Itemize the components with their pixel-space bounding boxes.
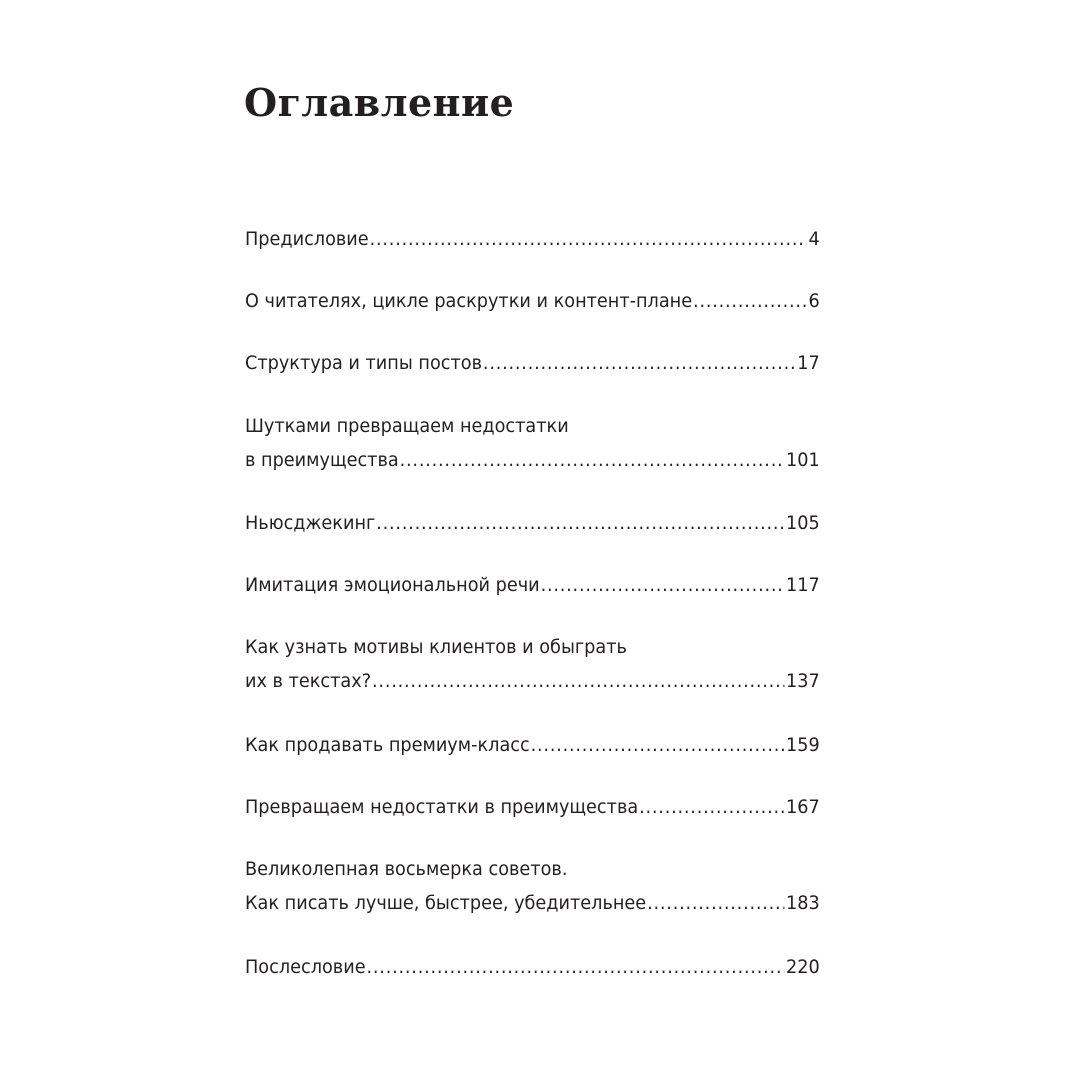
toc-page-number: 101 — [786, 449, 820, 471]
toc-page-number: 4 — [808, 228, 820, 250]
leader-dots — [541, 568, 785, 602]
toc-entry-title-line1: Великолепная восьмерка советов. — [245, 858, 568, 880]
toc-entry-title-line1: Как узнать мотивы клиентов и обыграть — [245, 636, 627, 658]
toc-page-number: 159 — [786, 734, 820, 756]
toc-entry-title: Предисловие — [245, 228, 369, 250]
toc-entry-premium[interactable] — [245, 728, 820, 762]
toc-page-number: 117 — [786, 574, 820, 596]
leader-dots — [693, 284, 807, 318]
toc-entry-afterword[interactable] — [245, 950, 820, 984]
toc-entry-title: Послесловие — [245, 956, 366, 978]
toc-entry-title-line2: в преимущества — [245, 449, 399, 471]
toc-entry-emotional-speech[interactable] — [245, 568, 820, 602]
toc-entry-title-line1: Шутками превращаем недостатки — [245, 415, 569, 437]
toc-page-number: 220 — [786, 956, 820, 978]
toc-entry-title-line2: их в текстах? — [245, 670, 372, 692]
toc-entry-title: Ньюсджекинг — [245, 512, 376, 534]
toc-entry-title: О читателях, цикле раскрутки и контент-плане — [245, 290, 693, 312]
page-title: Оглавление — [244, 80, 515, 125]
leader-dots — [400, 443, 785, 477]
leader-dots — [372, 664, 784, 698]
toc-entry-jokes[interactable] — [245, 409, 820, 477]
leader-dots — [483, 346, 795, 380]
toc-entry-newsjacking[interactable] — [245, 506, 820, 540]
toc-entry-structure[interactable] — [245, 346, 820, 380]
toc-entry-title-line2: Как писать лучше, быстрее, убедительнее — [245, 892, 647, 914]
toc-page-number: 17 — [797, 352, 820, 374]
toc-entry-title: Превращаем недостатки в преимущества — [245, 796, 639, 818]
toc-entry-motives[interactable] — [245, 630, 820, 698]
toc-page-number: 6 — [808, 290, 820, 312]
toc-page-number: 105 — [786, 512, 820, 534]
toc-entry-title: Структура и типы постов — [245, 352, 482, 374]
toc-entry-flaws-to-advantages[interactable] — [245, 790, 820, 824]
toc-entry-title: Как продавать премиум-класс — [245, 734, 530, 756]
toc-page-number: 183 — [786, 892, 820, 914]
toc-page-number: 167 — [786, 796, 820, 818]
leader-dots — [370, 222, 807, 256]
toc-entry-eight-tips[interactable] — [245, 852, 820, 920]
leader-dots — [376, 506, 784, 540]
leader-dots — [367, 950, 785, 984]
toc-page-number: 137 — [786, 670, 820, 692]
toc-entry-title: Имитация эмоциональной речи — [245, 574, 540, 596]
leader-dots — [639, 790, 784, 824]
toc-entry-readers[interactable] — [245, 284, 820, 318]
toc-entry-preface[interactable] — [245, 222, 820, 256]
leader-dots — [531, 728, 785, 762]
leader-dots — [647, 886, 784, 920]
